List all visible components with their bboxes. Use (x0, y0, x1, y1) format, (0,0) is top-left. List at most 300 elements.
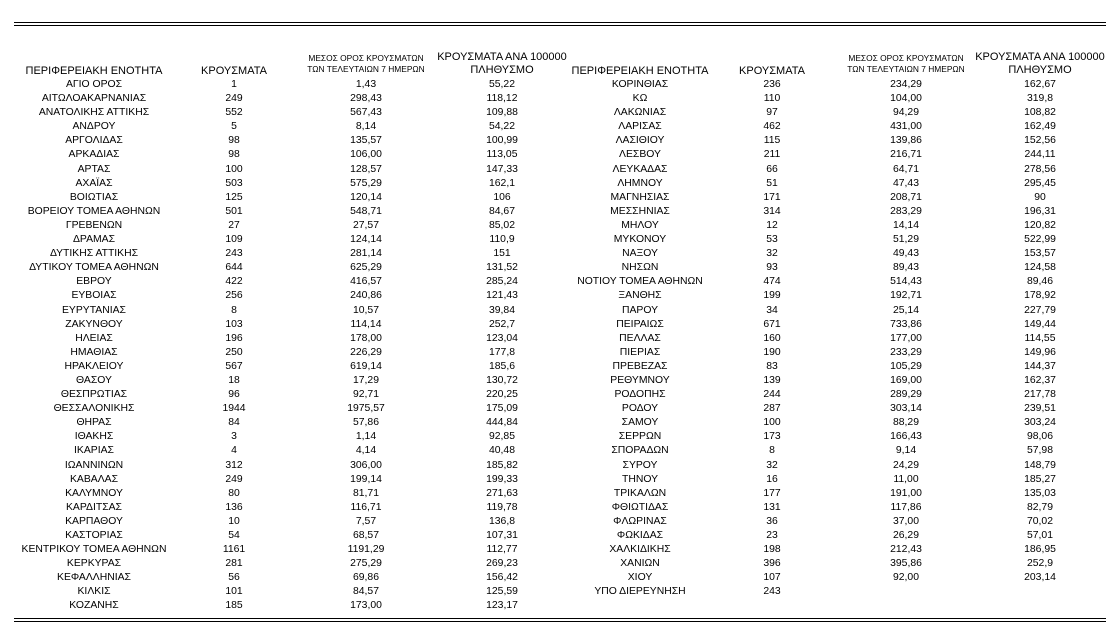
avg-cell: 64,71 (892, 163, 919, 175)
region-cell: ΑΙΤΩΛΟΑΚΑΡΝΑΝΙΑΣ (41, 93, 147, 105)
per100k-cell: 70,02 (1026, 515, 1053, 527)
cases-cell: 160 (763, 332, 781, 344)
region-cell: ΛΗΜΝΟΥ (617, 177, 663, 189)
per100k-cell: 153,57 (1024, 248, 1056, 260)
region-cell: ΡΟΔΟΠΗΣ (614, 389, 666, 401)
cases-cell: 98 (228, 135, 240, 147)
avg-cell: 625,29 (350, 262, 382, 274)
region-cell: ΓΡΕΒΕΝΩΝ (65, 219, 123, 231)
avg-cell: 1,14 (355, 431, 377, 443)
region-cell: ΛΕΥΚΑΔΑΣ (612, 163, 668, 175)
avg-cell: 37,00 (892, 515, 919, 527)
per100k-cell: 203,14 (1024, 572, 1056, 584)
per100k-cell: 271,63 (486, 487, 518, 499)
region-cell: ΒΟΙΩΤΙΑΣ (69, 191, 119, 203)
avg-cell: 84,57 (352, 586, 379, 598)
cases-cell: 96 (228, 389, 240, 401)
per100k-cell: 278,56 (1024, 163, 1056, 175)
per100k-cell: 109,88 (486, 107, 518, 119)
avg-cell: 177,00 (890, 332, 922, 344)
header-cases-label: ΚΡΟΥΣΜΑΤΑ (739, 65, 805, 77)
per100k-cell: 185,6 (488, 360, 515, 372)
avg-cell: 124,14 (350, 234, 382, 246)
per100k-cell: 162,49 (1024, 121, 1056, 133)
avg-cell: 25,14 (892, 304, 919, 316)
cases-cell: 93 (766, 262, 778, 274)
cases-cell: 552 (225, 107, 243, 119)
avg-cell: 281,14 (350, 248, 382, 260)
region-cell: ΛΑΡΙΣΑΣ (618, 121, 662, 133)
per100k-cell: 252,7 (488, 318, 515, 330)
per100k-cell: 90 (1034, 191, 1046, 203)
avg-cell: 47,43 (892, 177, 919, 189)
per100k-cell: 92,85 (488, 431, 515, 443)
per100k-cell: 148,79 (1024, 459, 1056, 471)
cases-cell: 18 (228, 374, 240, 386)
cases-cell: 101 (225, 586, 243, 598)
avg-cell: 116,71 (350, 501, 382, 513)
avg-cell: 11,00 (893, 473, 919, 485)
cases-cell: 501 (225, 205, 243, 217)
region-cell: ΣΑΜΟΥ (621, 417, 659, 429)
per100k-cell: 107,31 (486, 530, 518, 541)
header-per100k-line1: ΚΡΟΥΣΜΑΤΑ ΑΝΑ 100000 (437, 51, 567, 63)
per100k-cell: 130,72 (486, 374, 518, 386)
cases-cell: 312 (225, 459, 243, 471)
region-cell: ΚΑΡΔΙΤΣΑΣ (66, 501, 122, 513)
cases-cell: 98 (228, 149, 240, 161)
avg-cell: 117,86 (890, 501, 922, 513)
avg-cell: 105,29 (890, 360, 922, 372)
avg-cell: 178,00 (350, 332, 382, 344)
cases-cell: 198 (763, 544, 781, 556)
per100k-cell: 40,48 (488, 445, 515, 457)
avg-cell: 27,57 (352, 219, 379, 231)
cases-cell: 199 (763, 290, 781, 302)
cases-cell: 8 (231, 304, 237, 316)
region-cell: ΛΑΚΩΝΙΑΣ (613, 107, 667, 119)
per100k-cell: 244,11 (1024, 149, 1056, 161)
per100k-cell: 55,22 (488, 79, 515, 90)
per100k-cell: 162,1 (488, 177, 515, 189)
avg-cell: 104,00 (890, 93, 922, 105)
region-cell: ΑΓΙΟ ΟΡΟΣ (65, 79, 123, 90)
cases-cell: 314 (763, 205, 781, 217)
region-cell: ΝΟΤΙΟΥ ΤΟΜΕΑ ΑΘΗΝΩΝ (577, 276, 703, 288)
avg-cell: 139,86 (890, 135, 922, 147)
per100k-cell: 149,44 (1024, 318, 1056, 330)
region-cell: ΣΥΡΟΥ (622, 459, 658, 471)
avg-cell: 192,71 (890, 290, 922, 302)
region-cell: ΑΡΤΑΣ (77, 163, 111, 175)
region-cell: ΦΩΚΙΔΑΣ (616, 530, 664, 541)
region-cell: ΚΕΡΚΥΡΑΣ (66, 558, 122, 570)
cases-cell: 32 (766, 459, 778, 471)
per100k-cell: 82,79 (1026, 501, 1053, 513)
header-cases-label: ΚΡΟΥΣΜΑΤΑ (201, 65, 267, 77)
right-avg-column (836, 78, 976, 599)
cases-cell: 185 (225, 600, 243, 612)
cases-cell: 27 (228, 219, 240, 231)
region-cell: ΡΟΔΟΥ (621, 403, 659, 415)
avg-cell: 395,86 (890, 558, 922, 570)
cases-cell: 287 (763, 403, 781, 415)
avg-cell: 49,43 (892, 248, 919, 260)
avg-cell: 120,14 (350, 191, 382, 203)
header-avg-left (296, 50, 436, 78)
header-avg-line1: ΜΕΣΟΣ ΟΡΟΣ ΚΡΟΥΣΜΑΤΩΝ (308, 53, 424, 63)
per100k-cell: 144,37 (1024, 360, 1056, 372)
cases-cell: 84 (228, 417, 240, 429)
region-cell: ΚΑΛΥΜΝΟΥ (65, 487, 123, 499)
per100k-cell: 522,99 (1024, 234, 1056, 246)
cases-cell: 125 (225, 191, 243, 203)
cases-cell: 100 (763, 417, 781, 429)
per100k-cell: 149,96 (1024, 346, 1056, 358)
region-cell: ΣΕΡΡΩΝ (618, 431, 662, 443)
cases-cell: 136 (225, 501, 243, 513)
cases-cell: 249 (225, 473, 243, 485)
cases-cell: 3 (231, 431, 237, 443)
cases-cell: 107 (763, 572, 781, 584)
per100k-cell: 57,01 (1026, 530, 1053, 541)
cases-cell: 115 (763, 135, 781, 147)
region-cell: ΚΟΖΑΝΗΣ (69, 600, 119, 612)
header-avg-line2: ΤΩΝ ΤΕΛΕΥΤΑΙΩΝ 7 ΗΜΕΡΩΝ (847, 64, 965, 74)
cases-cell: 36 (766, 515, 778, 527)
region-cell: ΑΝΑΤΟΛΙΚΗΣ ΑΤΤΙΚΗΣ (38, 107, 150, 119)
avg-cell (836, 585, 976, 599)
per100k-cell: 186,95 (1024, 544, 1056, 556)
per100k-cell: 162,37 (1024, 374, 1056, 386)
per100k-cell: 252,9 (1026, 558, 1053, 570)
avg-cell: 575,29 (350, 177, 382, 189)
region-cell: ΞΑΝΘΗΣ (618, 290, 662, 302)
cases-cell: 23 (766, 530, 778, 541)
per100k-cell: 57,98 (1026, 445, 1053, 457)
avg-cell: 303,14 (890, 403, 922, 415)
cases-cell: 211 (763, 149, 781, 161)
per100k-cell: 119,78 (486, 501, 518, 513)
per100k-cell: 162,67 (1024, 79, 1056, 90)
region-cell: ΔΡΑΜΑΣ (72, 234, 116, 246)
per100k-cell: 106 (493, 191, 511, 203)
avg-cell: 7,57 (355, 515, 377, 527)
avg-cell: 68,57 (352, 530, 379, 541)
avg-cell: 208,71 (890, 191, 922, 203)
cases-cell: 249 (225, 93, 243, 105)
cases-cell: 462 (763, 121, 781, 133)
region-cell: ΙΘΑΚΗΣ (74, 431, 114, 443)
region-cell: ΚΕΝΤΡΙΚΟΥ ΤΟΜΕΑ ΑΘΗΝΩΝ (21, 544, 167, 556)
cases-cell: 34 (766, 304, 778, 316)
per100k-cell: 185,82 (486, 459, 518, 471)
cases-cell: 4 (231, 445, 237, 457)
avg-cell: 416,57 (350, 276, 382, 288)
cases-cell: 173 (763, 431, 781, 443)
region-cell: ΑΡΓΟΛΙΔΑΣ (65, 135, 123, 147)
per100k-cell: 110,9 (489, 234, 515, 246)
region-cell: ΠΕΙΡΑΙΩΣ (616, 318, 664, 330)
right-region-column (562, 78, 718, 599)
region-cell: ΗΜΑΘΙΑΣ (70, 346, 118, 358)
avg-cell: 233,29 (890, 346, 922, 358)
avg-cell: 240,86 (350, 290, 382, 302)
avg-cell: 298,43 (350, 93, 382, 105)
cases-cell: 190 (763, 346, 781, 358)
avg-cell: 306,00 (350, 459, 382, 471)
per100k-cell: 319,8 (1026, 93, 1053, 105)
per100k-cell: 295,45 (1024, 177, 1056, 189)
per100k-cell: 118,12 (486, 93, 518, 105)
top-rule (14, 22, 1106, 23)
per100k-cell: 135,03 (1024, 487, 1056, 499)
cases-cell: 422 (225, 276, 243, 288)
cases-cell: 110 (763, 93, 781, 105)
region-cell: ΔΥΤΙΚΗΣ ΑΤΤΙΚΗΣ (49, 248, 139, 260)
left-per100k-column (436, 78, 568, 614)
region-cell: ΘΕΣΠΡΩΤΙΑΣ (60, 389, 128, 401)
avg-cell: 89,43 (892, 262, 919, 274)
header-avg-line2: ΤΩΝ ΤΕΛΕΥΤΑΙΩΝ 7 ΗΜΕΡΩΝ (307, 64, 425, 74)
cases-cell: 8 (769, 445, 775, 457)
avg-cell: 24,29 (892, 459, 919, 471)
avg-cell: 431,00 (890, 121, 922, 133)
header-per100k-line2: ΠΛΗΘΥΣΜΟ (470, 64, 534, 76)
per100k-cell: 152,56 (1024, 135, 1056, 147)
header-per100k-line2: ΠΛΗΘΥΣΜΟ (1008, 64, 1072, 76)
avg-cell: 548,71 (350, 205, 382, 217)
per100k-cell: 151 (493, 248, 511, 260)
cases-cell: 1944 (222, 403, 246, 415)
cases-cell: 109 (225, 234, 243, 246)
per100k-cell: 54,22 (488, 121, 515, 133)
avg-cell: 4,14 (355, 445, 377, 457)
cases-cell: 12 (766, 219, 778, 231)
region-cell: ΜΗΛΟΥ (621, 219, 659, 231)
avg-cell: 135,57 (350, 135, 382, 147)
cases-cell: 243 (225, 248, 243, 260)
header-per100k-right (972, 50, 1108, 78)
avg-cell: 10,57 (352, 304, 379, 316)
cases-cell: 671 (763, 318, 781, 330)
avg-cell: 1975,57 (347, 403, 385, 415)
region-cell: ΕΒΡΟΥ (76, 276, 112, 288)
region-cell: ΚΩ (632, 93, 648, 105)
per100k-cell: 217,78 (1024, 389, 1056, 401)
cases-cell: 100 (225, 163, 243, 175)
per100k-cell: 227,79 (1024, 304, 1056, 316)
avg-cell: 114,14 (350, 318, 382, 330)
per100k-cell: 85,02 (488, 219, 515, 231)
per100k-cell: 185,27 (1024, 473, 1056, 485)
header-avg-right (836, 50, 976, 78)
cases-cell: 56 (228, 572, 240, 584)
per100k-cell: 196,31 (1024, 205, 1056, 217)
per100k-cell: 147,33 (486, 163, 518, 175)
per100k-cell: 156,42 (486, 572, 518, 584)
per100k-cell: 239,51 (1024, 403, 1056, 415)
avg-cell: 14,14 (892, 219, 919, 231)
avg-cell: 234,29 (890, 79, 922, 90)
avg-cell: 8,14 (355, 121, 377, 133)
cases-cell: 54 (228, 530, 240, 541)
cases-cell: 396 (763, 558, 781, 570)
bottom-rule-double (14, 621, 1106, 622)
per100k-cell: 114,55 (1024, 332, 1056, 344)
avg-cell: 289,29 (890, 389, 922, 401)
avg-cell: 216,71 (890, 149, 922, 161)
region-cell: ΤΡΙΚΑΛΩΝ (613, 487, 667, 499)
left-cases-column (188, 78, 280, 614)
avg-cell: 92,71 (352, 389, 379, 401)
per100k-cell: 100,99 (486, 135, 518, 147)
top-rule-double (14, 25, 1106, 26)
region-cell: ΕΥΡΥΤΑΝΙΑΣ (62, 304, 126, 316)
per100k-cell: 123,17 (486, 600, 518, 612)
left-region-column (14, 78, 174, 614)
header-region-label: ΠΕΡΙΦΕΡΕΙΑΚΗ ΕΝΟΤΗΤΑ (571, 65, 709, 77)
region-cell: ΚΑΡΠΑΘΟΥ (65, 515, 123, 527)
cases-cell: 250 (225, 346, 243, 358)
region-cell: ΚΑΒΑΛΑΣ (69, 473, 119, 485)
header-region-label: ΠΕΡΙΦΕΡΕΙΑΚΗ ΕΝΟΤΗΤΑ (25, 65, 163, 77)
region-cell: ΛΑΣΙΘΙΟΥ (615, 135, 665, 147)
per100k-cell: 199,33 (486, 473, 518, 485)
region-cell: ΒΟΡΕΙΟΥ ΤΟΜΕΑ ΑΘΗΝΩΝ (27, 205, 161, 217)
per100k-cell: 178,92 (1024, 290, 1056, 302)
cases-cell: 97 (766, 107, 778, 119)
region-cell: ΣΠΟΡΑΔΩΝ (611, 445, 669, 457)
per100k-cell (972, 585, 1108, 599)
right-cases-column (726, 78, 818, 599)
avg-cell: 166,43 (890, 431, 922, 443)
avg-cell: 283,29 (890, 205, 922, 217)
region-cell: ΠΕΛΛΑΣ (619, 332, 661, 344)
avg-cell: 1191,29 (347, 544, 385, 556)
region-cell: ΚΑΣΤΟΡΙΑΣ (65, 530, 123, 541)
cases-cell: 196 (225, 332, 243, 344)
region-cell: ΕΥΒΟΙΑΣ (71, 290, 117, 302)
avg-cell: 275,29 (350, 558, 382, 570)
cases-cell: 16 (766, 473, 778, 485)
avg-cell: 9,14 (895, 445, 917, 457)
per100k-cell: 120,82 (1024, 219, 1056, 231)
region-cell: ΦΛΩΡΙΝΑΣ (613, 515, 667, 527)
cases-cell: 131 (763, 501, 781, 513)
region-cell: ΗΡΑΚΛΕΙΟΥ (64, 360, 124, 372)
cases-cell: 567 (225, 360, 243, 372)
region-cell: ΧΙΟΥ (627, 572, 653, 584)
region-cell: ΡΕΘΥΜΝΟΥ (610, 374, 670, 386)
per100k-cell: 131,52 (486, 262, 518, 274)
region-cell: ΑΝΔΡΟΥ (72, 121, 116, 133)
avg-cell: 51,29 (892, 234, 919, 246)
avg-cell: 94,29 (892, 107, 919, 119)
bottom-rule (14, 618, 1106, 619)
region-cell: ΜΕΣΣΗΝΙΑΣ (610, 205, 670, 217)
per100k-cell: 444,84 (486, 417, 518, 429)
header-region-right (562, 50, 718, 78)
cases-cell: 244 (763, 389, 781, 401)
avg-cell: 92,00 (892, 572, 919, 584)
per100k-cell: 124,58 (1024, 262, 1056, 274)
region-cell: ΔΥΤΙΚΟΥ ΤΟΜΕΑ ΑΘΗΝΩΝ (29, 262, 159, 274)
cases-cell: 171 (763, 191, 781, 203)
right-per100k-column (972, 78, 1108, 599)
region-cell: ΙΩΑΝΝΙΝΩΝ (64, 459, 124, 471)
region-cell: ΗΛΕΙΑΣ (75, 332, 113, 344)
avg-cell: 1,43 (355, 79, 377, 90)
per100k-cell: 121,43 (486, 290, 518, 302)
region-cell: ΚΕΦΑΛΛΗΝΙΑΣ (57, 572, 131, 584)
avg-cell: 17,29 (352, 374, 379, 386)
per100k-cell: 269,23 (486, 558, 518, 570)
per100k-cell: 123,04 (486, 332, 518, 344)
region-cell: ΑΡΚΑΔΙΑΣ (68, 149, 120, 161)
region-cell: ΝΗΣΩΝ (621, 262, 659, 274)
header-region-left (14, 50, 174, 78)
cases-cell: 80 (228, 487, 240, 499)
region-cell: ΑΧΑΪΑΣ (75, 177, 113, 189)
region-cell: ΙΚΑΡΙΑΣ (74, 445, 114, 457)
cases-cell: 474 (763, 276, 781, 288)
region-cell: ΤΗΝΟΥ (621, 473, 659, 485)
per100k-cell: 89,46 (1026, 276, 1053, 288)
per100k-cell: 177,8 (488, 346, 515, 358)
cases-cell: 1161 (222, 544, 246, 556)
avg-cell: 567,43 (350, 107, 382, 119)
region-cell: ΜΑΓΝΗΣΙΑΣ (610, 191, 670, 203)
region-cell: ΝΑΞΟΥ (622, 248, 658, 260)
region-cell: ΘΕΣΣΑΛΟΝΙΚΗΣ (53, 403, 135, 415)
avg-cell: 81,71 (352, 487, 379, 499)
region-cell: ΧΑΛΚΙΔΙΚΗΣ (609, 544, 671, 556)
per100k-cell: 175,09 (486, 403, 518, 415)
region-cell: ΦΘΙΩΤΙΔΑΣ (611, 501, 669, 513)
left-avg-column (296, 78, 436, 614)
header-per100k-left (436, 50, 568, 78)
region-cell: ΧΑΝΙΩΝ (620, 558, 660, 570)
per100k-cell: 84,67 (488, 205, 515, 217)
avg-cell: 514,43 (890, 276, 922, 288)
avg-cell: 226,29 (350, 346, 382, 358)
region-cell: ΠΑΡΟΥ (621, 304, 659, 316)
cases-cell: 83 (766, 360, 778, 372)
region-cell: ΛΕΣΒΟΥ (619, 149, 661, 161)
avg-cell: 128,57 (350, 163, 382, 175)
per100k-cell: 112,77 (486, 544, 518, 556)
avg-cell: 619,14 (350, 360, 382, 372)
cases-cell: 256 (225, 290, 243, 302)
region-cell: ΜΥΚΟΝΟΥ (613, 234, 667, 246)
avg-cell: 173,00 (350, 600, 382, 612)
cases-cell: 5 (231, 121, 237, 133)
region-cell: ΘΑΣΟΥ (76, 374, 112, 386)
region-cell: ΖΑΚΥΝΘΟΥ (65, 318, 123, 330)
cases-cell: 53 (766, 234, 778, 246)
cases-cell: 236 (763, 79, 781, 90)
per100k-cell: 136,8 (488, 515, 515, 527)
avg-cell: 69,86 (352, 572, 379, 584)
header-per100k-line1: ΚΡΟΥΣΜΑΤΑ ΑΝΑ 100000 (975, 51, 1105, 63)
per100k-cell: 39,84 (488, 304, 515, 316)
region-cell: ΚΟΡΙΝΘΙΑΣ (611, 79, 669, 90)
cases-cell: 51 (766, 177, 778, 189)
per100k-cell: 108,82 (1024, 107, 1056, 119)
per100k-cell: 285,24 (486, 276, 518, 288)
cases-cell: 281 (225, 558, 243, 570)
